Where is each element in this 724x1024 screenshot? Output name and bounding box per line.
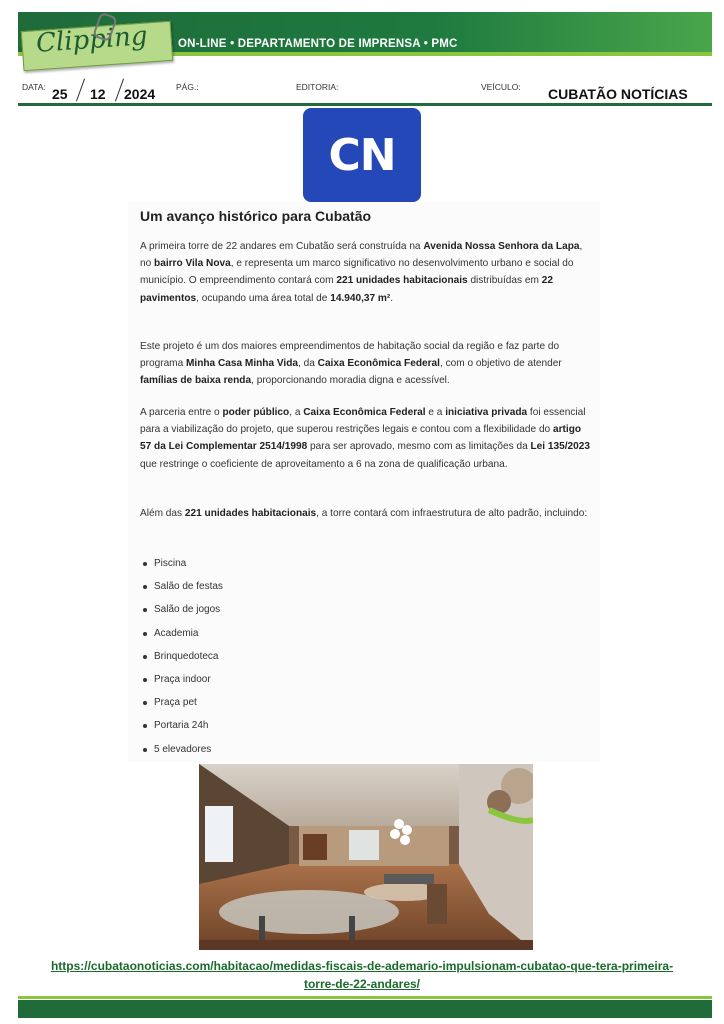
article-paragraph [140, 338, 592, 390]
header-subtitle: ON-LINE • DEPARTAMENTO DE IMPRENSA • PMC [178, 38, 458, 50]
list-item: 5 elevadores [142, 742, 223, 765]
article-title: Um avanço histórico para Cubatão [140, 208, 372, 224]
bold-text: poder público [222, 407, 290, 418]
article-paragraph [140, 404, 592, 473]
bold-text: 221 unidades habitacionais [184, 508, 317, 519]
date-label: DATA: [22, 82, 46, 92]
list-item: Brinquedoteca [142, 649, 223, 672]
article-paragraph [140, 238, 592, 307]
text-run: , e representa um marco significativo no desenvolvimento urbano e social do município. O empreendimento contará com [140, 258, 574, 287]
list-item: Salão de jogos [142, 602, 223, 625]
bold-text: Caixa Econômica Federal [303, 407, 426, 418]
text-run: , com o objetivo de atender [439, 358, 562, 370]
bold-text: 221 unidades habitacionais [336, 275, 468, 287]
bold-text: 22 pavimentos [140, 275, 553, 304]
list-item: Praça pet [142, 695, 223, 718]
bold-text: Caixa Econômica Federal [317, 358, 440, 370]
text-run: distribuídas em [467, 275, 542, 287]
editoria-label: EDITORIA: [296, 82, 339, 92]
list-item: Piscina [142, 556, 223, 579]
text-run: , ocupando uma área total de [196, 292, 331, 304]
bold-text: Minha Casa Minha Vida [186, 358, 299, 370]
interior-photo [199, 764, 533, 950]
cn-logo [303, 108, 421, 202]
text-run: , proporcionando moradia digna e acessível. [251, 375, 450, 387]
date-separator [115, 79, 124, 102]
amenities-list [142, 556, 223, 765]
text-run: , a [289, 407, 304, 418]
list-item: Portaria 24h [142, 718, 223, 741]
text-run: para ser aprovado, mesmo com as limitações da [307, 441, 531, 453]
bold-text: Lei 135/2023 [530, 441, 590, 453]
logo-text: CN [328, 129, 396, 181]
text-run: , a torre contará com infraestrutura de alto padrão, incluindo: [316, 508, 588, 519]
date-month: 12 [90, 86, 106, 102]
bold-text: iniciativa privada [445, 407, 528, 418]
text-run: A parceria entre o [140, 407, 223, 418]
date-day: 25 [52, 86, 68, 102]
list-item: Salão de festas [142, 579, 223, 602]
text-run: Este projeto é um dos maiores empreendimentos de habitação social da região e faz parte do programa [140, 341, 560, 370]
list-item: Praça indoor [142, 672, 223, 695]
date-year: 2024 [124, 86, 156, 102]
text-run: , da [298, 358, 318, 370]
bold-text: 14.940,37 m² [330, 292, 391, 304]
source-link[interactable]: https://cubataonoticias.com/habitacao/medidas-fiscais-de-ademario-impulsionam-cubatao-que-tera-primeira-torre-de-22-andares/ [50, 959, 674, 991]
bold-text: artigo 57 da Lei Complementar 2514/1998 [140, 424, 582, 453]
bold-text: Avenida Nossa Senhora da Lapa [423, 241, 580, 252]
text-run: que restringe o coeficiente de aproveitamento a 6 na zona de qualificação urbana. [140, 458, 508, 470]
header-divider [18, 103, 712, 106]
veiculo-label: VEÍCULO: [481, 82, 521, 92]
footer-band [18, 1000, 712, 1018]
date-separator [76, 79, 85, 102]
text-run: , no [140, 241, 583, 270]
text-run: Além das [140, 508, 185, 519]
text-run: e a [425, 407, 446, 418]
interior-photo-drawing [199, 764, 533, 950]
text-run: foi essencial para a viabilização do projeto, que superou restrições legais e contou com a flexibilidade do [140, 407, 586, 436]
bold-text: famílias de baixa renda [140, 375, 252, 387]
footer-accent-line [18, 996, 712, 999]
bold-text: bairro Vila Nova [154, 258, 231, 270]
veiculo-value: CUBATÃO NOTÍCIAS [548, 86, 688, 102]
page-label: PÁG.: [176, 82, 199, 92]
text-run: A primeira torre de 22 andares em Cubatão será construída na [140, 241, 424, 252]
article-paragraph [140, 505, 592, 522]
list-item: Academia [142, 626, 223, 649]
text-run: . [390, 292, 394, 304]
clipping-title: Clipping [35, 21, 149, 59]
